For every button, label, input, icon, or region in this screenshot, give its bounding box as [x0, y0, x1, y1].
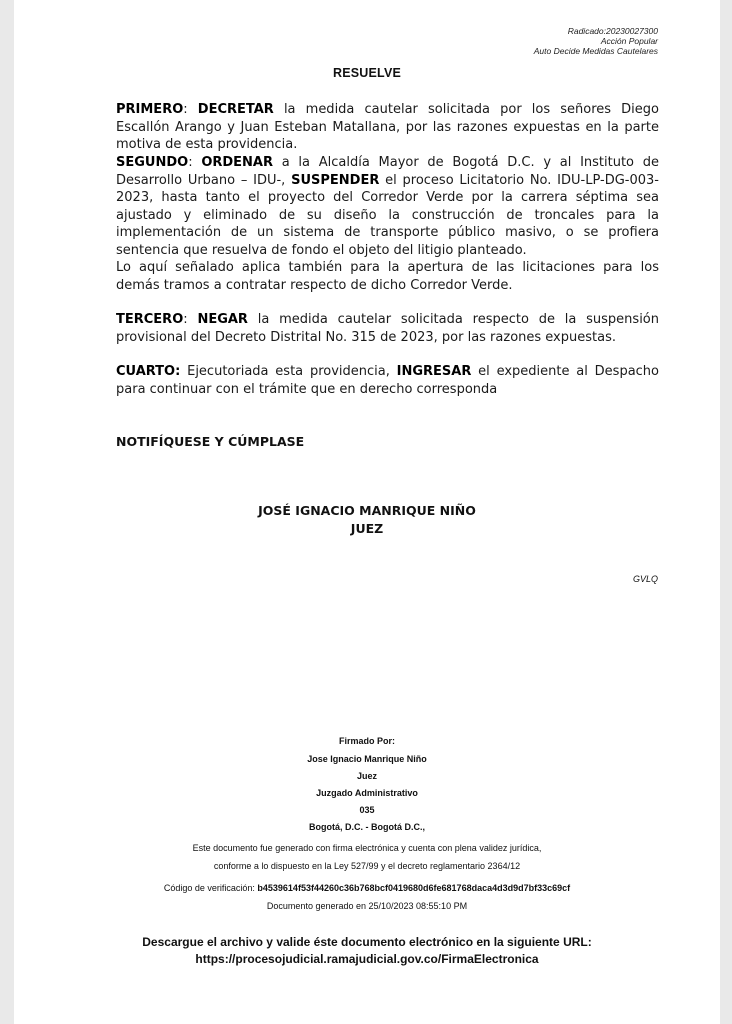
- generated-date: Documento generado en 25/10/2023 08:55:10 PM: [266, 901, 468, 911]
- court-number: 035: [359, 805, 375, 815]
- cuarto-text-1: Ejecutoriada esta providencia,: [180, 364, 397, 379]
- segundo-text-2: el proceso Licitatorio No. IDU-LP-DG-003-2023, hasta tanto el proyecto del Corredor Verde por la carrera séptima sea ajustado y eliminado de su diseño la construcción de troncales para la implementación de un sistema de transporte público masivo, o se profiera sentencia que resuelva de fondo el objeto del litigio planteado.: [116, 172, 659, 258]
- case-header: [534, 26, 658, 56]
- segundo-sep: :: [188, 155, 202, 170]
- cuarto-verb: INGRESAR: [396, 364, 472, 379]
- court-name: Juzgado Administrativo: [316, 788, 418, 798]
- judge-role: JUEZ: [350, 521, 384, 536]
- initials: GVLQ: [632, 574, 658, 584]
- signer-name: Jose Ignacio Manrique Niño: [307, 754, 427, 764]
- primero-paragraph: [116, 101, 659, 154]
- resolve-heading: RESUELVE: [332, 66, 402, 80]
- signed-by-label: Firmado Por:: [338, 736, 395, 746]
- download-instructions: Descargue el archivo y valide éste documento electrónico en la siguiente URL:: [142, 935, 592, 949]
- validity-note-2: conforme a lo dispuesto en la Ley 527/99 y el decreto reglamentario 2364/12: [213, 861, 521, 871]
- segundo-verb: ORDENAR: [201, 155, 273, 170]
- tercero-verb: NEGAR: [197, 312, 248, 327]
- segundo-text-1: a la Alcaldía Mayor de Bogotá D.C. y al Instituto de Desarrollo Urbano – IDU-,: [116, 155, 659, 188]
- validity-note-1: Este documento fue generado con firma electrónica y cuenta con plena validez jurídica,: [192, 843, 542, 853]
- cuarto-text-2: el expediente al Despacho para continuar con el trámite que en derecho corresponda: [116, 364, 659, 397]
- cuarto-paragraph: [116, 363, 659, 398]
- segundo-verb-2: SUSPENDER: [291, 172, 380, 188]
- aplica-paragraph: Lo aquí señalado aplica también para la apertura de las licitaciones para los demás tramos a contratar respecto de dicho Corredor Verde.: [116, 260, 659, 293]
- tercero-sep: :: [183, 312, 198, 327]
- verification-code[interactable]: b4539614f53f44260c36b768bcf0419680d6fe681768daca4d3d9d7bf33c69cf: [257, 883, 571, 893]
- verification-code-line: [14, 883, 720, 893]
- cuarto-label: CUARTO:: [116, 364, 181, 379]
- primero-sep: :: [183, 102, 198, 117]
- court-city: Bogotá, D.C. - Bogotá D.C.,: [309, 822, 425, 832]
- tercero-paragraph: [116, 311, 659, 346]
- primero-verb: DECRETAR: [197, 102, 274, 117]
- auto-type: Auto Decide Medidas Cautelares: [533, 46, 658, 56]
- tercero-label: TERCERO: [116, 312, 184, 327]
- validation-url-link[interactable]: https://procesojudicial.ramajudicial.gov.co/FirmaElectronica: [195, 952, 539, 966]
- tercero-text: la medida cautelar solicitada respecto de la suspensión provisional del Decreto Distrital No. 315 de 2023, por las razones expuestas.: [116, 312, 660, 345]
- signer-title: Juez: [356, 771, 377, 781]
- notification-heading: NOTIFÍQUESE Y CÚMPLASE: [116, 434, 305, 449]
- primero-text: la medida cautelar solicitada por los señores Diego Escallón Arango y Juan Esteban Matallana, por las razones expuestas en la parte motiva de esta providencia.: [116, 102, 659, 152]
- action-type: Acción Popular: [600, 36, 658, 46]
- primero-label: PRIMERO: [116, 102, 184, 117]
- judge-name: JOSÉ IGNACIO MANRIQUE NIÑO: [258, 503, 476, 518]
- segundo-label: SEGUNDO: [116, 155, 189, 170]
- document-page: [14, 0, 720, 1024]
- verification-code-label: Código de verificación:: [163, 883, 258, 893]
- radicado-number: Radicado:20230027300: [567, 26, 658, 36]
- segundo-paragraph: [116, 154, 659, 259]
